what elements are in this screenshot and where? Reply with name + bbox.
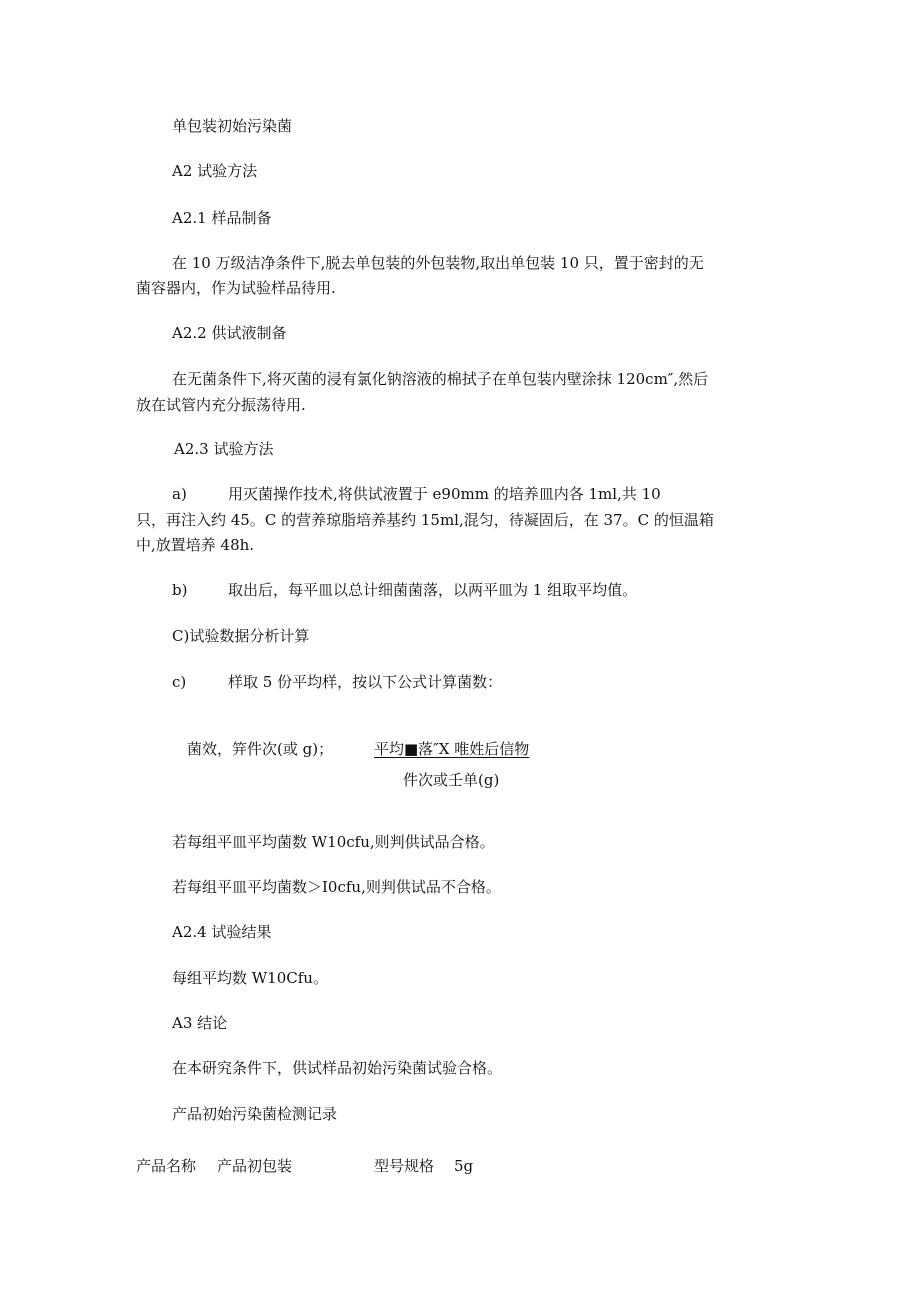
a24-title: A2.4 试验结果 [172, 923, 272, 941]
a21-paragraph-line-1: 在 10 万级洁净条件下,脱去单包装的外包装物,取出单包装 10 只，置于密封的无 [172, 254, 704, 272]
item-a-line-1: 用灭菌操作技术,将供试液置于 e90mm 的培养皿内各 1ml,共 10 [228, 485, 661, 503]
a24-result-text: 每组平均数 W10Cfu。 [172, 969, 328, 987]
a22-paragraph-line-1: 在无菌条件下,将灭菌的浸有氯化钠溶液的棉拭子在单包装内壁涂抹 120cm″,然后 [172, 370, 709, 388]
a2-title: A2 试验方法 [172, 162, 258, 180]
product-name-value: 产品初包装 [217, 1157, 293, 1175]
item-b-text: 取出后，每平皿以总计细菌菌落，以两平皿为 1 组取平均值。 [228, 581, 638, 599]
judgement-fail: 若每组平皿平均菌数＞I0cfu,则判供试品不合格。 [172, 878, 501, 896]
record-title: 产品初始污染菌检测记录 [172, 1105, 338, 1123]
a21-title: A2.1 样品制备 [172, 209, 272, 227]
model-spec-value: 5g [454, 1157, 474, 1175]
formula-left-side: 菌效，笄件次(或 g)； [187, 740, 334, 758]
judgement-pass: 若每组平皿平均菌数 W10cfu,则判供试品合格。 [172, 833, 495, 851]
section-heading: 单包装初始污染菌 [172, 117, 293, 135]
a21-paragraph-line-2: 菌容器内，作为试验样品待用. [136, 279, 336, 297]
item-c-analysis-heading: C)试验数据分析计算 [172, 627, 310, 645]
a23-title: A2.3 试验方法 [174, 440, 274, 458]
item-a-line-3: 中,放置培养 48h. [136, 536, 255, 554]
model-spec-label: 型号规格 [374, 1157, 435, 1175]
formula-denominator: 件次或壬单(g) [403, 771, 500, 789]
item-c-marker: c) [172, 673, 187, 691]
product-name-label: 产品名称 [136, 1157, 197, 1175]
a3-title: A3 结论 [172, 1014, 228, 1032]
formula-numerator: 平均■落″X 唯姓后信物 [374, 740, 530, 758]
a22-title: A2.2 供试液制备 [172, 324, 287, 342]
item-a-marker: a) [172, 485, 187, 503]
a22-paragraph-line-2: 放在试管内充分振荡待用. [136, 396, 306, 414]
a3-conclusion-text: 在本研究条件下，供试样品初始污染菌试验合格。 [172, 1059, 503, 1077]
item-c-text: 样取 5 份平均样，按以下公式计算菌数： [228, 673, 503, 691]
item-b-marker: b) [172, 581, 188, 599]
item-a-line-2: 只，再注入约 45。C 的营养琼脂培养基约 15ml,混匀，待凝固后，在 37。C 的恒温箱 [136, 511, 714, 529]
